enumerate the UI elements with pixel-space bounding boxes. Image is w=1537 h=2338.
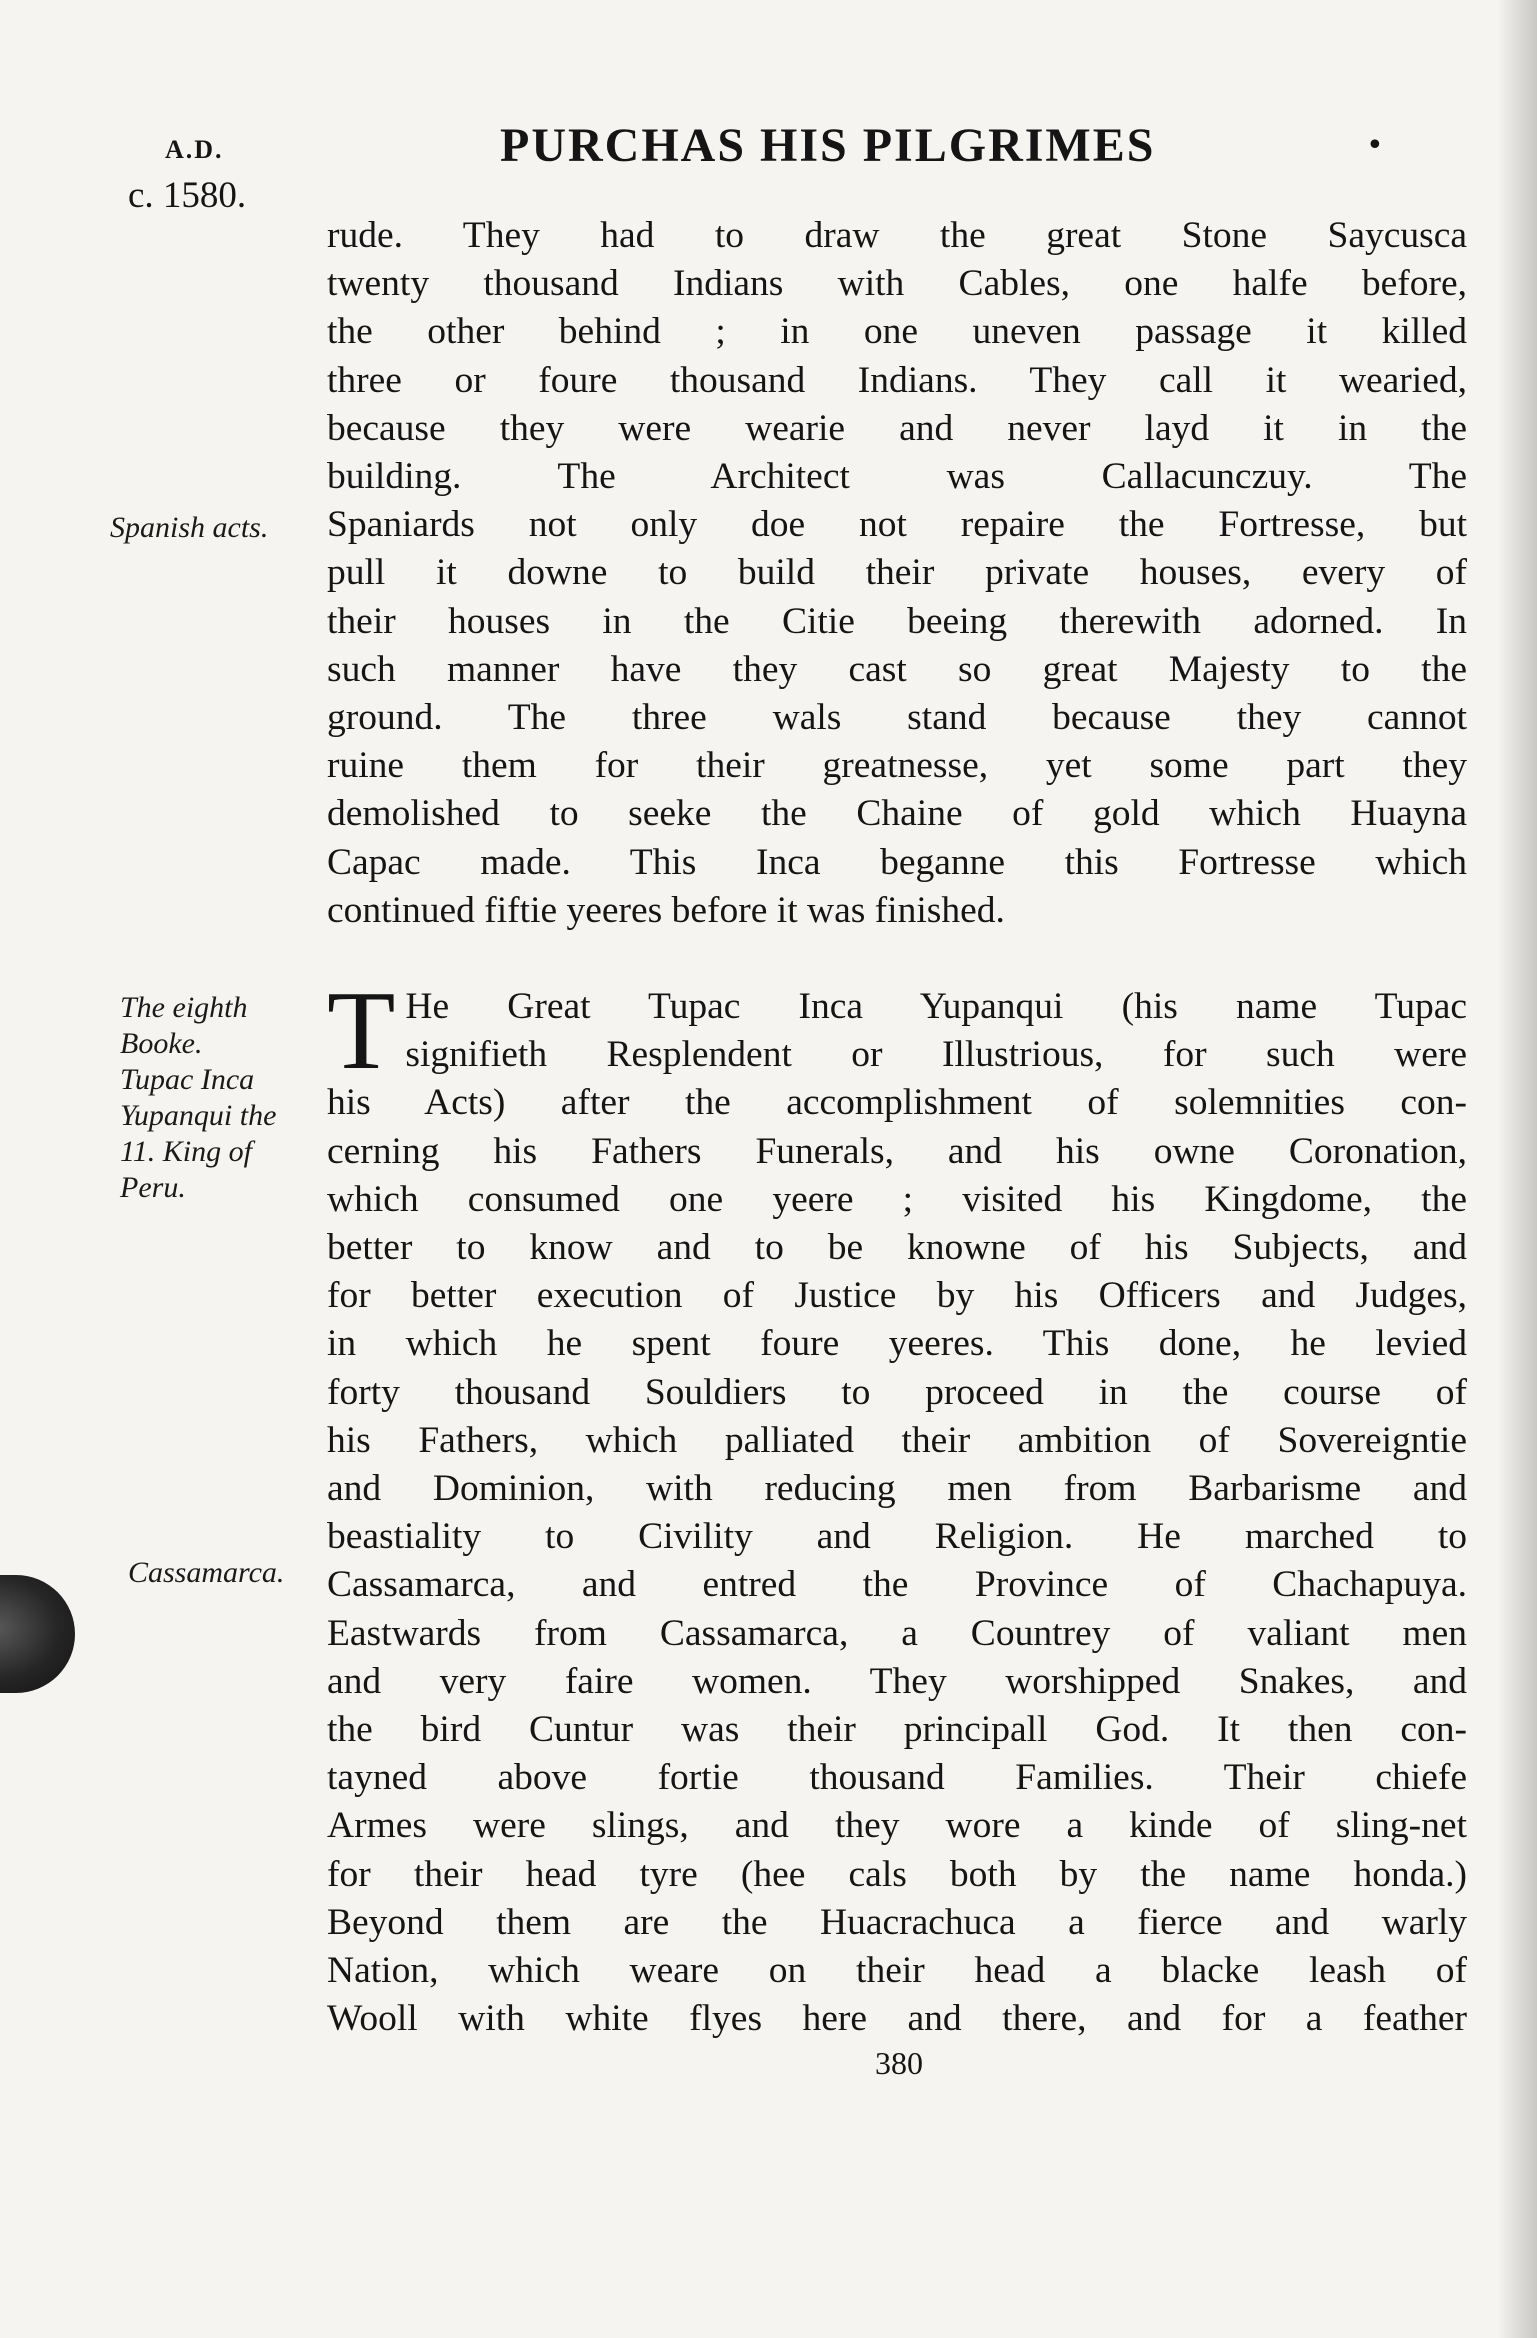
text-line: the bird Cuntur was their principall God. It then con-: [327, 1709, 1467, 1751]
text-line: the other behind ; in one uneven passage it killed: [327, 311, 1467, 353]
text-line: pull it downe to build their private houses, every of: [327, 552, 1467, 594]
text-line: rude. They had to draw the great Stone Saycusca: [327, 215, 1467, 256]
page-number: 380: [875, 2045, 923, 2081]
running-head-title: PURCHAS HIS PILGRIMES: [500, 119, 1156, 172]
text-line: Nation, which weare on their head a blacke leash of: [327, 1950, 1467, 1992]
text-line: Capac made. This Inca beganne this Fortresse which: [327, 841, 1467, 883]
text-line: signifieth Resplendent or Illustrious, for such were: [405, 1034, 1467, 1076]
text-line: He Great Tupac Inca Yupanqui (his name Tupac: [405, 986, 1467, 1027]
text-line: in which he spent foure yeeres. This done, he levied: [327, 1323, 1467, 1365]
text-line: for their head tyre (hee cals both by the name honda.): [327, 1853, 1467, 1895]
margin-note-cassamarca: Cassamarca.: [128, 1556, 285, 1589]
text-line: Wooll with white flyes here and there, and for a feather: [327, 1998, 1467, 2040]
text-line: better to know and to be knowne of his Subjects, and: [327, 1227, 1467, 1269]
margin-note-eighth-booke: [120, 990, 276, 1206]
thumb-shadow: [0, 1575, 75, 1693]
text-line: Beyond them are the Huacrachuca a fierce and warly: [327, 1901, 1467, 1943]
margin-note-line: Yupanqui the: [120, 1099, 277, 1132]
era-label: A.D.: [165, 135, 224, 164]
text-line: his Acts) after the accomplishment of solemnities con-: [327, 1082, 1467, 1124]
margin-note-line: Peru.: [120, 1171, 186, 1204]
text-line: their houses in the Citie beeing therewith adorned. In: [327, 600, 1467, 642]
margin-note-line: 11. King of: [120, 1135, 252, 1168]
text-line: building. The Architect was Callacunczuy. The: [327, 456, 1467, 498]
text-line: Armes were slings, and they wore a kinde of sling-net: [327, 1805, 1467, 1847]
text-line: demolished to seeke the Chaine of gold which Huayna: [327, 793, 1467, 835]
text-line: ruine them for their greatnesse, yet some part they: [327, 745, 1467, 787]
text-line: and Dominion, with reducing men from Barbarisme and: [327, 1468, 1467, 1510]
text-line: his Fathers, which palliated their ambition of Sovereigntie: [327, 1419, 1467, 1461]
page-edge-shadow: [1497, 0, 1537, 2338]
paragraph-1: [327, 212, 1467, 935]
margin-note-line: Tupac Inca: [120, 1063, 255, 1096]
text-line: Eastwards from Cassamarca, a Countrey of valiant men: [327, 1612, 1467, 1654]
margin-note-line: The eighth: [120, 991, 248, 1024]
text-line: continued fiftie yeeres before it was finished.: [327, 889, 1005, 931]
text-line: ground. The three wals stand because they cannot: [327, 697, 1467, 739]
text-line: Spaniards not only doe not repaire the Fortresse, but: [327, 504, 1467, 546]
paragraph-2: [327, 969, 1467, 2043]
text-line: Cassamarca, and entred the Province of Chachapuya.: [327, 1564, 1467, 1606]
text-line: tayned above fortie thousand Families. Their chiefe: [327, 1757, 1467, 1799]
text-line: twenty thousand Indians with Cables, one halfe before,: [327, 263, 1467, 305]
text-line: cerning his Fathers Funerals, and his owne Coronation,: [327, 1130, 1467, 1172]
year-label: c. 1580.: [128, 175, 247, 216]
text-line: which consumed one yeere ; visited his Kingdome, the: [327, 1178, 1467, 1220]
text-line: and very faire women. They worshipped Snakes, and: [327, 1660, 1467, 1702]
text-line: for better execution of Justice by his Officers and Judges,: [327, 1275, 1467, 1317]
drop-cap: T: [327, 969, 396, 1093]
margin-note-line: Booke.: [120, 1027, 203, 1060]
text-line: because they were wearie and never layd it in the: [327, 407, 1467, 449]
text-line: such manner have they cast so great Majesty to the: [327, 648, 1467, 690]
header-ornament: •: [1366, 128, 1384, 163]
text-line: forty thousand Souldiers to proceed in the course of: [327, 1371, 1467, 1413]
text-line: three or foure thousand Indians. They call it wearied,: [327, 359, 1467, 401]
margin-note-spanish-acts: Spanish acts.: [110, 511, 269, 544]
text-line: beastiality to Civility and Religion. He marched to: [327, 1516, 1467, 1558]
